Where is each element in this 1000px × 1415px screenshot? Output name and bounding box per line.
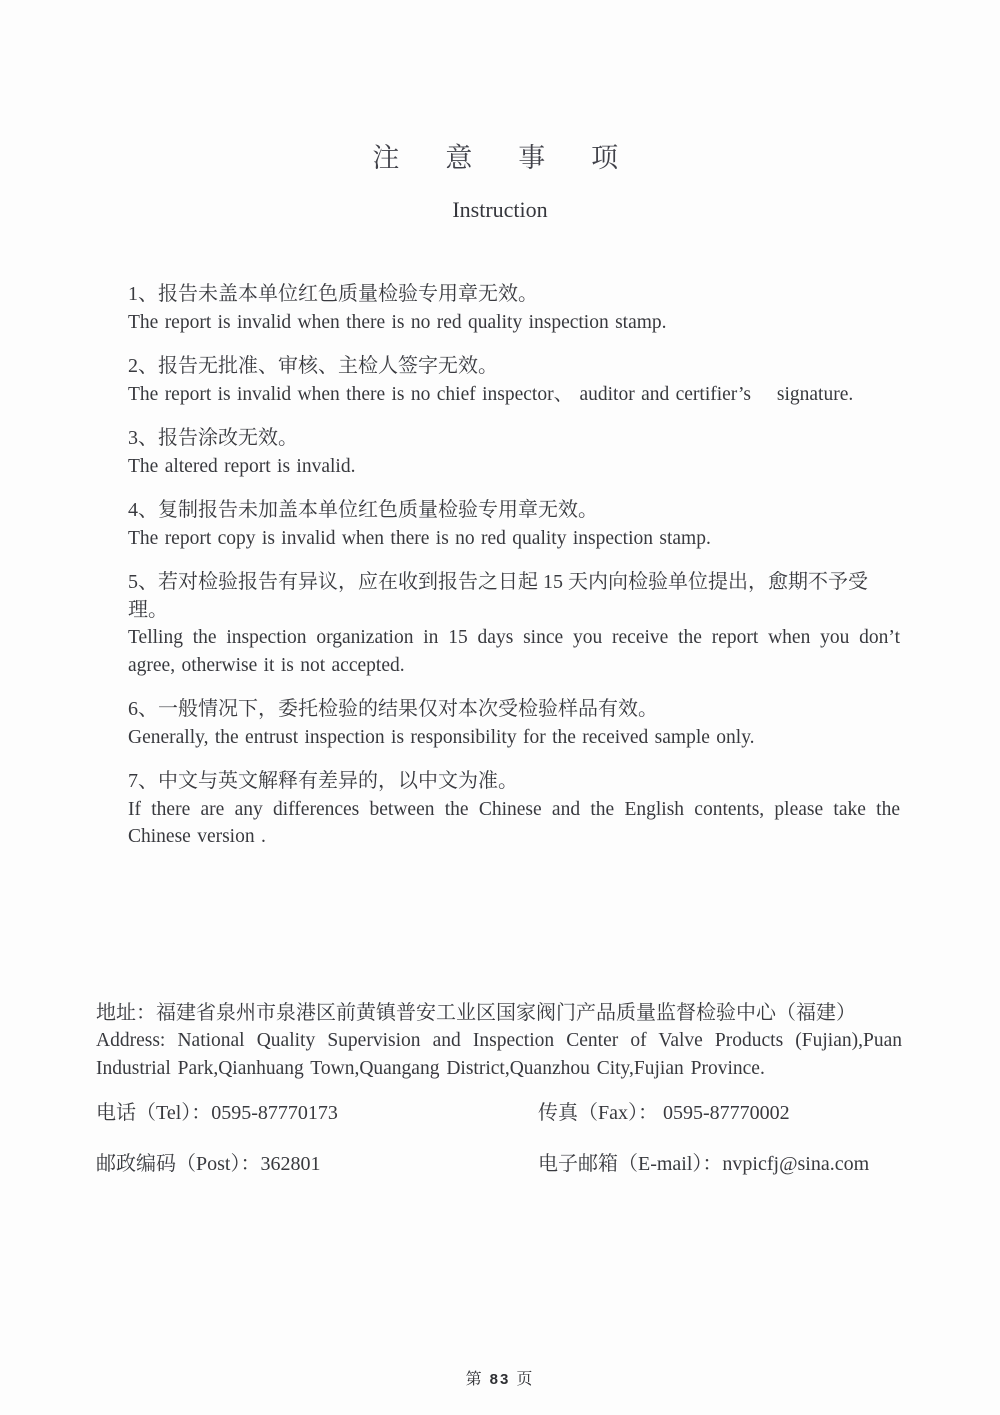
address-chinese: 地址：福建省泉州市泉港区前黄镇普安工业区国家阀门产品质量监督检验中心（福建） [96, 1001, 856, 1024]
instruction-item-en: The report copy is invalid when there is no red quality inspection stamp. [128, 527, 711, 549]
contact-row-post-email [96, 1150, 902, 1178]
instruction-item-en: Telling the inspection organization in 15 days since you receive the report when you don’t agree, otherwise it is not accepted. [128, 627, 900, 676]
instruction-item [128, 768, 900, 851]
instruction-item-cn: 4、复制报告未加盖本单位红色质量检验专用章无效。 [128, 499, 598, 521]
instruction-list [128, 281, 900, 851]
page-number-suffix: 页 [516, 1371, 535, 1388]
postal-code-field: 邮政编码（Post）：362801 [96, 1152, 321, 1175]
contact-grid [96, 1099, 902, 1178]
page-number [0, 1366, 1000, 1389]
address-english: Address: National Quality Supervision and Inspection Center of Valve Products (Fujian),Puan Industrial Park,Qianhuang Town,Quangang District,Quanzhou City,Fujian Province. [96, 1029, 902, 1079]
instruction-item [128, 425, 900, 480]
contact-section [96, 999, 902, 1178]
instruction-item-en: The report is invalid when there is no red quality inspection stamp. [128, 311, 667, 333]
instruction-item [128, 353, 900, 408]
telephone-field: 电话（Tel）：0595-87770173 [96, 1101, 338, 1124]
instruction-item [128, 569, 900, 679]
page-number-prefix: 第 [465, 1371, 484, 1388]
contact-row-tel-fax [96, 1099, 902, 1127]
instruction-item-en: Generally, the entrust inspection is responsibility for the received sample only. [128, 726, 755, 748]
instruction-item-cn: 7、中文与英文解释有差异的，以中文为准。 [128, 770, 518, 792]
instruction-item [128, 497, 900, 552]
page-title-chinese: 注 意 事 项 [372, 143, 628, 173]
instruction-item-cn: 5、若对检验报告有异议，应在收到报告之日起 15 天内向检验单位提出，愈期不予受理。 [128, 571, 868, 621]
fax-field: 传真（Fax）： 0595-87770002 [538, 1101, 790, 1124]
instruction-item-en: The report is invalid when there is no chief inspector、 auditor and certifier’s signature. [128, 383, 854, 405]
instruction-item-en: The altered report is invalid. [128, 455, 356, 477]
instruction-item [128, 696, 900, 751]
instruction-item-cn: 2、报告无批准、审核、主检人签字无效。 [128, 355, 498, 377]
email-field: 电子邮箱（E-mail）：nvpicfj@sina.com [538, 1152, 870, 1175]
instruction-item-en: If there are any differences between the Chinese and the English contents, please take the Chinese version . [128, 798, 900, 847]
instruction-item-cn: 6、一般情况下，委托检验的结果仅对本次受检验样品有效。 [128, 698, 658, 720]
instruction-item-cn: 1、报告未盖本单位红色质量检验专用章无效。 [128, 283, 538, 305]
page-number-value: 83 [489, 1371, 511, 1388]
instruction-item [128, 281, 900, 336]
page-title-english: Instruction [452, 197, 548, 222]
instruction-item-cn: 3、报告涂改无效。 [128, 427, 298, 449]
